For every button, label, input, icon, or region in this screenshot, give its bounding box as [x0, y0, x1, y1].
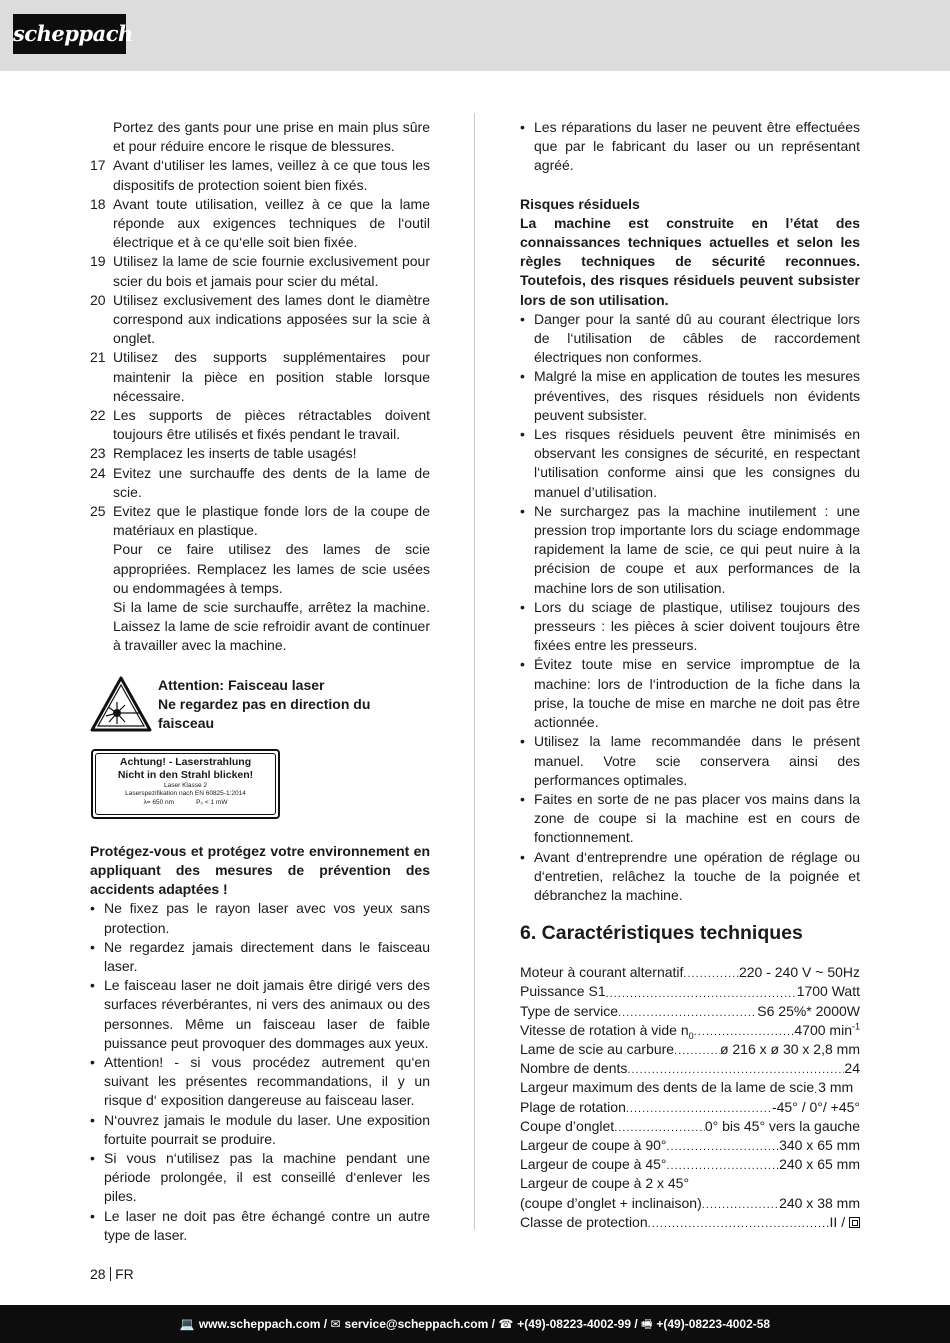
list-item: • Lors du sciage de plastique, utilisez toujours des presseurs : les pièces à scier doivent toujours être fixées entre les presseurs.: [520, 598, 860, 654]
list-item: 22 Les supports de pièces rétractables doivent toujours être utilisés et fixés pendant le travail.: [90, 407, 430, 443]
footer-web: www.scheppach.com: [198, 1317, 321, 1331]
spec-row: (coupe d’onglet + inclinaison) ..... 240 x 38 mm: [520, 1194, 860, 1213]
spec-row: Plage de rotation ..... -45° / 0°/ +45°: [520, 1098, 860, 1117]
list-item: 18 Avant toute utilisation, veillez à ce que la lame réponde aux exigences techniques de l‘outil électrique et à ce qu‘elle soit bien fixée.: [90, 195, 430, 251]
column-divider: [474, 113, 475, 1230]
laser-label: [91, 749, 280, 819]
spec-row: Puissance S1 ..... 1700 Watt: [520, 982, 860, 1001]
mail-icon: ✉: [330, 1317, 341, 1331]
protection-class-icon: [849, 1217, 860, 1228]
spec-row: Largeur maximum des dents de la lame de scie ..... 3 mm: [520, 1078, 860, 1097]
phone-icon: ☎: [498, 1317, 514, 1331]
list-item: • Les risques résiduels peuvent être minimisés en observant les consignes de sécurité, en respectant l‘utilisation conforme ainsi que les consignes du manuel d’utilisation.: [520, 426, 860, 500]
laser-label-line: Laserspezifikation nach EN 60825-1:2014: [125, 790, 246, 798]
spec-row: Largeur de coupe à 90° ..... 340 x 65 mm: [520, 1136, 860, 1155]
item-25-detail: Si la lame de scie surchauffe, arrêtez la machine. Laissez la lame de scie refroidir avant de continuer à travailler avec la machine.: [113, 599, 430, 654]
residual-risks-intro: La machine est construite en l’état des connaissances techniques actuelles et selon les règles techniques de sécurité reconnues. Toutefois, des risques résiduels peuvent subsister lors de son utilisation.: [520, 214, 860, 308]
intro-paragraph: Portez des gants pour une prise en main plus sûre et pour réduire encore le risque de blessures.: [113, 119, 430, 155]
list-item: • Faites en sorte de ne pas placer vos mains dans la zone de coupe si la machine est en cours de fonctionnement.: [520, 790, 860, 846]
section-title: 6. Caractéristiques techniques: [520, 922, 803, 945]
spec-table: [520, 963, 860, 1232]
laser-label-wavelength: λ= 650 nm: [143, 798, 175, 806]
page-number: 28 FR: [90, 1266, 134, 1282]
item-25-detail: Pour ce faire utilisez des lames de scie appropriées. Remplacez les lames de scie usées ou endommagées à temps.: [113, 541, 430, 596]
fax-icon: 🖷: [641, 1317, 653, 1331]
list-item: 21 Utilisez des supports supplémentaires pour maintenir la pièce en position stable lorsque nécessaire.: [90, 349, 430, 404]
spec-row: Moteur à courant alternatif ..... 220 - 240 V ~ 50Hz: [520, 963, 860, 982]
list-item: • N‘ouvrez jamais le module du laser. Une exposition fortuite pourrait se produire.: [90, 1111, 430, 1147]
residual-risks-title: Risques résiduels: [520, 195, 640, 212]
list-item: • Danger pour la santé dû au courant électrique lors de l‘utilisation de câbles de raccordement électriques non conformes.: [520, 310, 860, 366]
list-item: • Malgré la mise en application de toutes les mesures préventives, des risques résiduels non évidents peuvent subsister.: [520, 368, 860, 423]
spec-row: Coupe d’onglet ..... 0° bis 45° vers la gauche: [520, 1117, 860, 1136]
list-item: 17 Avant d‘utiliser les lames, veillez à ce que tous les dispositifs de protection soient bien fixés.: [90, 157, 430, 193]
protect-heading: Protégez-vous et protégez votre environnement en appliquant des mesures de prévention des accidents adaptées !: [90, 842, 430, 898]
list-item: 25 Evitez que le plastique fonde lors de la coupe de matériaux en plastique.: [90, 503, 430, 539]
laser-label-line: Laser Klasse 2: [164, 781, 207, 789]
list-item: • Les réparations du laser ne peuvent être effectuées que par le fabricant du laser ou un représentant agréé.: [520, 119, 860, 174]
footer-fax: +(49)-08223-4002-58: [656, 1317, 771, 1331]
laser-label-line: Achtung! - Laserstrahlung: [119, 755, 252, 768]
list-item: • Avant d‘entreprendre une opération de réglage ou d‘entretien, relâchez la touche de la poignée et débranchez la machine.: [520, 848, 860, 903]
page-header: [0, 0, 950, 71]
footer-mail: service@scheppach.com: [344, 1317, 489, 1331]
laser-subtitle: Ne regardez pas en direction du faisceau: [158, 695, 371, 732]
spec-row: Classe de protection ..... II /: [520, 1213, 860, 1232]
laser-label-line: Nicht in den Strahl blicken!: [117, 768, 254, 781]
spec-row: Nombre de dents ..... 24: [520, 1059, 860, 1078]
list-item: • Le faisceau laser ne doit jamais être dirigé vers des surfaces réverbérantes, ni vers des animaux ou des personnes. Même un faisceau laser de faible puissance peut provoquer des dommages aux yeux.: [90, 977, 430, 1051]
left-column: [90, 118, 430, 1245]
laser-title: Attention: Faisceau laser: [158, 676, 325, 693]
spec-row: Largeur de coupe à 2 x 45°: [520, 1175, 690, 1192]
laser-warning-icon: [90, 676, 152, 732]
list-item: • Évitez toute mise en service impromptue de la machine: lors de l‘introduction de la fiche dans la prise, la touche de mise en marche ne doit pas être actionnée.: [520, 656, 860, 731]
page-footer: 💻 www.scheppach.com / ✉ service@scheppach.com / ☎ +(49)-08223-4002-99 / 🖷 +(49)-08223-4002-58: [0, 1305, 950, 1343]
laser-label-power: P₀ < 1 mW: [196, 798, 228, 806]
list-item: • Si vous n‘utilisez pas la machine pendant une période prolongée, il est conseillé d‘enlever les piles.: [90, 1149, 430, 1205]
list-item: • Ne surchargez pas la machine inutilement : une pression trop importante lors du sciage endommage rapidement la lame de scie, ce qui peut nuire à la précision de coupe et aux performances de la machine lors de son utilisation.: [520, 502, 860, 596]
list-item: • Ne fixez pas le rayon laser avec vos yeux sans protection.: [90, 900, 430, 936]
spec-row: Type de service ..... S6 25%* 2000W: [520, 1002, 860, 1021]
spec-row: Largeur de coupe à 45° ..... 240 x 65 mm: [520, 1155, 860, 1174]
footer-phone: +(49)-08223-4002-99: [517, 1317, 632, 1331]
right-column: [520, 118, 860, 1232]
spec-row: Lame de scie au carbure ..... ø 216 x ø 30 x 2,8 mm: [520, 1040, 860, 1059]
list-item: • Le laser ne doit pas être échangé contre un autre type de laser.: [90, 1207, 430, 1243]
spec-row: Vitesse de rotation à vide $n_0$ ..... 4700 $\min^{-1}$: [520, 1021, 860, 1040]
list-item: 20 Utilisez exclusivement des lames dont le diamètre correspond aux indications apposées sur la scie à onglet.: [90, 291, 430, 347]
list-item: 23 Remplacez les inserts de table usagés!: [90, 445, 357, 462]
list-item: 24 Evitez une surchauffe des dents de la lame de scie.: [90, 464, 430, 500]
scheppach-logo: scheppach: [13, 14, 126, 54]
laser-warning: [90, 676, 430, 746]
list-item: • Ne regardez jamais directement dans le faisceau laser.: [90, 938, 430, 974]
list-item: 19 Utilisez la lame de scie fournie exclusivement pour scier du bois et jamais pour scier du métal.: [90, 253, 430, 289]
computer-icon: 💻: [179, 1317, 195, 1331]
list-item: • Utilisez la lame recommandée dans le présent manuel. Votre scie conservera ainsi des performances optimales.: [520, 733, 860, 788]
list-item: • Attention! - si vous procédez autrement qu‘en suivant les présentes recommandations, il y un risque d‘ exposition dangereuse au faisceau laser.: [90, 1053, 430, 1109]
